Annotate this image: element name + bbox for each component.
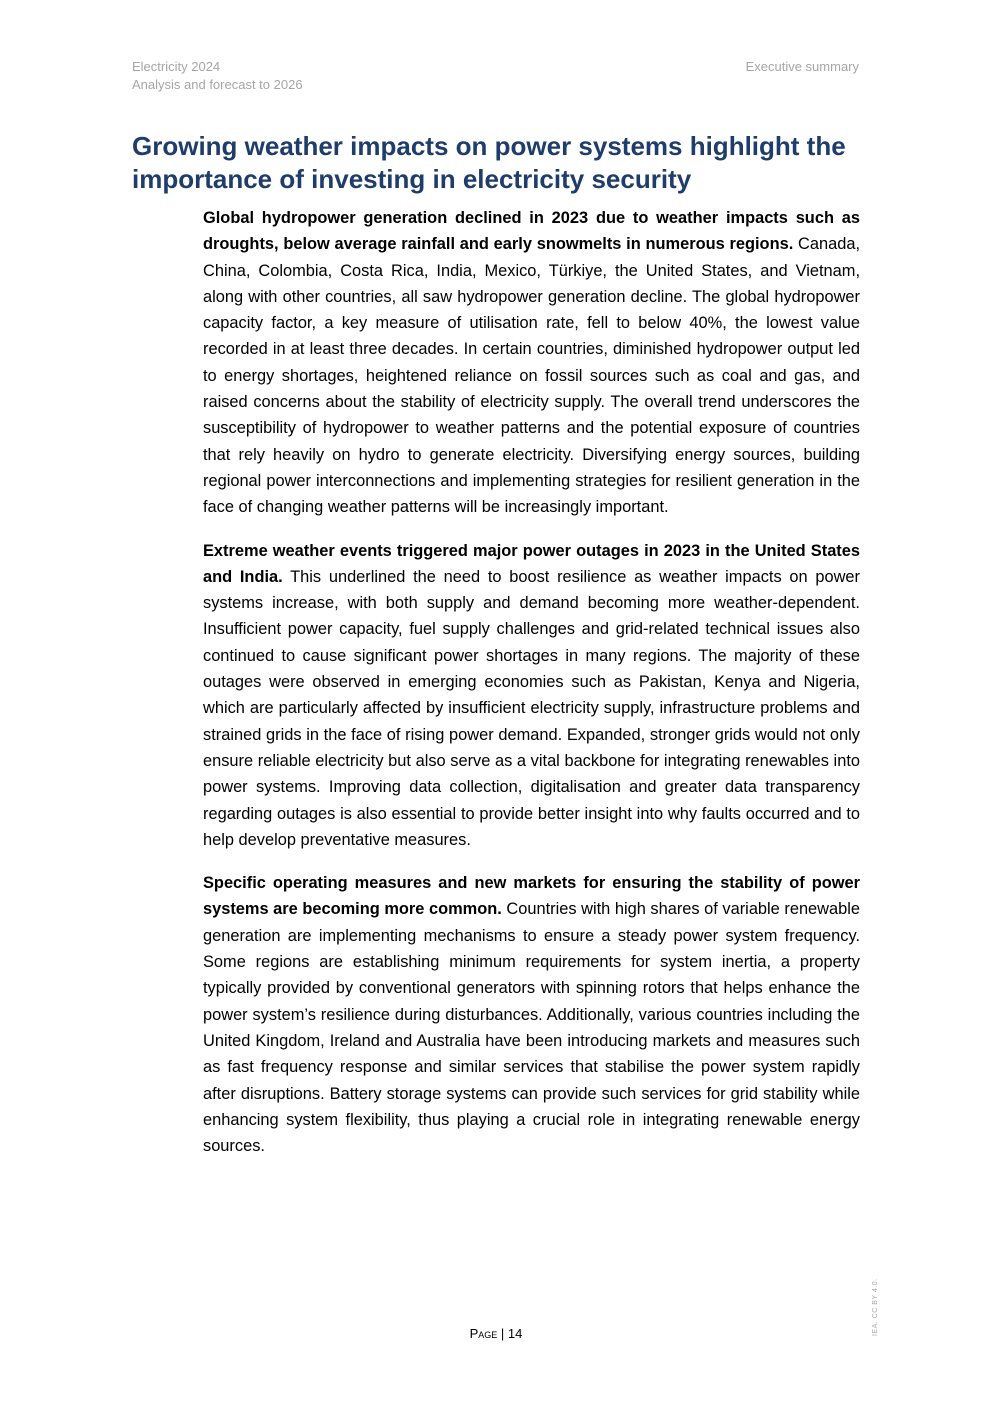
page-separator: | bbox=[497, 1326, 508, 1341]
paragraph-body: Countries with high shares of variable renewable generation are implementing mechanisms to ensure a steady power system frequency. Some regions are establishing minimum requirements for system inertia, a property typically provided by conventional generators with spinning rotors that helps enhance the power system’s resilience during disturbances. Additionally, various countries including the United Kingdom, Ireland and Australia have been introducing markets and measures such as fast frequency response and similar services that stabilise the power system rapidly after disruptions. Battery storage systems can provide such services for grid stability while enhancing system flexibility, thus playing a crucial role in integrating renewable energy sources. bbox=[203, 900, 861, 1156]
copyright-notice: IEA. CC BY 4.0. bbox=[872, 1278, 879, 1336]
paragraph-lead: Specific operating measures and new markets for ensuring the stability of power systems are becoming more common. bbox=[203, 874, 860, 919]
section-name: Executive summary bbox=[745, 59, 859, 74]
report-title: Electricity 2024 bbox=[132, 59, 221, 74]
paragraph-stability bbox=[203, 870, 860, 1159]
paragraph-hydropower bbox=[203, 205, 860, 521]
paragraph-body: This underlined the need to boost resilience as weather impacts on power systems increase, with both supply and demand becoming more weather-dependent. Insufficient power capacity, fuel supply challenges and grid-related technical issues also continued to cause significant power shortages in many regions. The majority of these outages were observed in emerging economies such as Pakistan, Kenya and Nigeria, which are particularly affected by insufficient electricity supply, infrastructure problems and strained grids in the face of rising power demand. Expanded, stronger grids would not only ensure reliable electricity but also serve as a vital backbone for integrating renewables into power systems. Improving data collection, digitalisation and greater data transparency regarding outages is also essential to provide better insight into why faults occurred and to help develop preventative measures. bbox=[203, 567, 860, 849]
body-text bbox=[203, 205, 860, 1176]
page-number: 14 bbox=[507, 1326, 523, 1341]
page-footer bbox=[0, 1326, 992, 1342]
report-header bbox=[132, 58, 303, 94]
report-subtitle: Analysis and forecast to 2026 bbox=[132, 77, 303, 92]
paragraph-body: Canada, China, Colombia, Costa Rica, India, Mexico, Türkiye, the United States, and Vietnam, along with other countries, all saw hydropower generation decline. The global hydropower capacity factor, a key measure of utilisation rate, fell to below 40%, the lowest value recorded in at least three decades. In certain countries, diminished hydropower output led to energy shortages, heightened reliance on fossil sources such as coal and gas, and raised concerns about the stability of electricity supply. The overall trend underscores the susceptibility of hydropower to weather patterns and the potential exposure of countries that rely heavily on hydro to generate electricity. Diversifying energy sources, building regional power interconnections and implementing strategies for resilient generation in the face of changing weather patterns will be increasingly important. bbox=[203, 235, 860, 517]
page-label: Page bbox=[469, 1326, 498, 1341]
paragraph-lead: Extreme weather events triggered major power outages in 2023 in the United States and India. bbox=[203, 541, 860, 586]
paragraph-lead: Global hydropower generation declined in 2023 due to weather impacts such as droughts, below average rainfall and early snowmelts in numerous regions. bbox=[203, 209, 860, 254]
page-title: Growing weather impacts on power systems highlight the importance of investing in electricity security bbox=[132, 131, 846, 194]
paragraph-outages bbox=[203, 538, 860, 854]
